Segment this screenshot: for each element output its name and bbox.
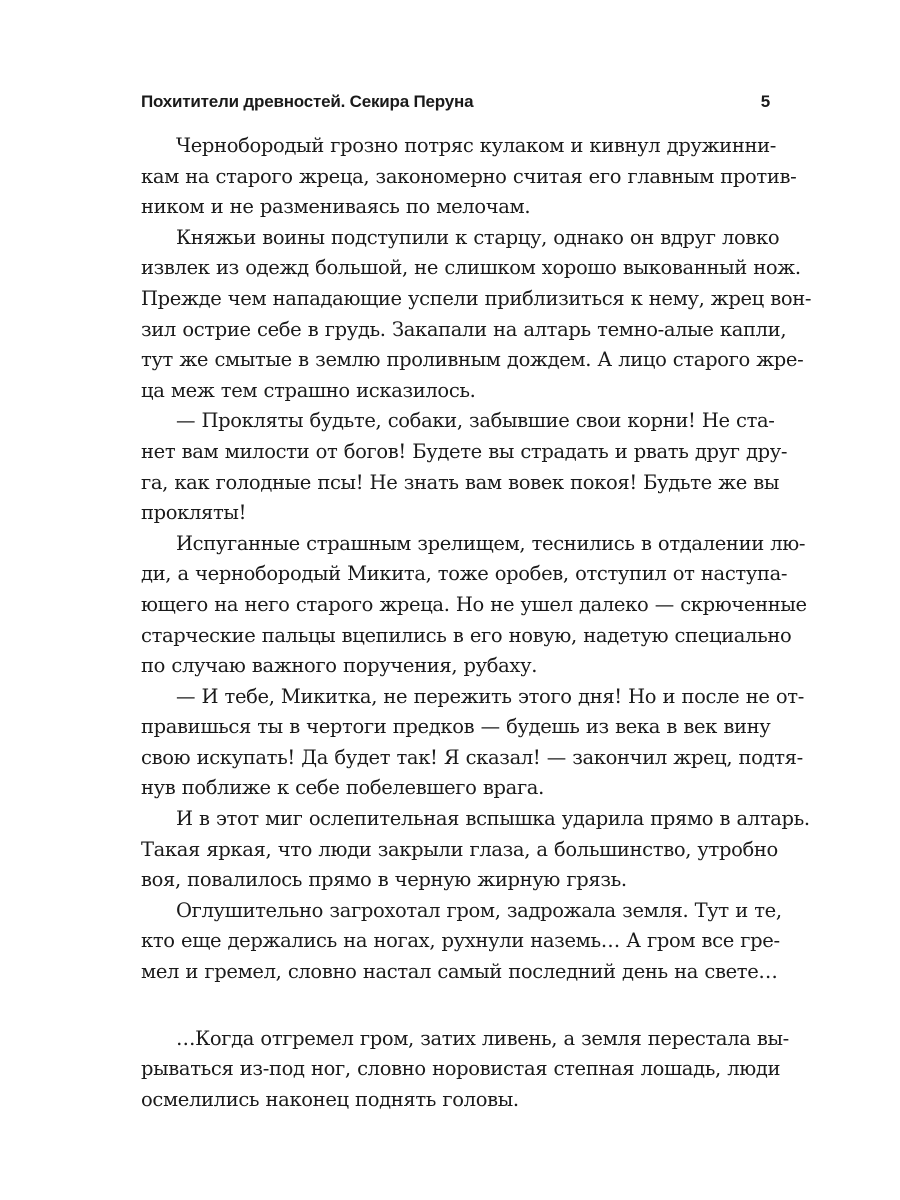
paragraph [141, 682, 804, 804]
running-head [141, 92, 770, 118]
text-line: И в этот миг ослепительная вспышка ударила прямо в алтарь. [176, 807, 810, 831]
text-line: по случаю важного поручения, рубаху. [141, 654, 538, 678]
paragraph [141, 406, 788, 528]
page-number: 5 [760, 92, 770, 111]
text-line: свою искупать! Да будет так! Я сказал! — закончил жрец, подтя- [141, 745, 803, 769]
section-break [141, 988, 770, 1024]
text-line: воя, повалилось прямо в черную жирную грязь. [141, 868, 627, 892]
text-line: нув поближе к себе побелевшего врага. [141, 776, 544, 800]
text-line: ющего на него старого жреца. Но не ушел далеко — скрюченные [141, 592, 807, 616]
text-line: прокляты! [141, 501, 247, 525]
text-line: ником и не размениваясь по мелочам. [141, 195, 531, 219]
text-line: зил острие себе в грудь. Закапали на алтарь темно-алые капли, [141, 317, 787, 341]
paragraph [141, 804, 810, 896]
text-line: рываться из-под ног, словно норовистая степная лошадь, люди [141, 1057, 781, 1081]
paragraph [141, 1024, 789, 1116]
text-line: Такая яркая, что люди закрыли глаза, а большинство, утробно [141, 837, 778, 861]
text-line: ца меж тем страшно исказилось. [141, 378, 476, 402]
text-line: Княжьи воины подступили к старцу, однако он вдруг ловко [176, 225, 780, 249]
text-line: правишься ты в чертоги предков — будешь из века в век вину [141, 715, 771, 739]
text-line: кто еще держались на ногах, рухнули наземь… А гром все гре- [141, 929, 780, 953]
paragraph [141, 529, 807, 682]
text-line: — Прокляты будьте, собаки, забывшие свои корни! Не ста- [176, 409, 775, 433]
text-line: кам на старого жреца, закономерно считая его главным против- [141, 164, 797, 188]
paragraph [141, 223, 812, 407]
body-text [141, 131, 812, 1115]
text-line: ди, а чернобородый Микита, тоже оробев, отступил от наступа- [141, 562, 788, 586]
text-line: нет вам милости от богов! Будете вы страдать и рвать друг дру- [141, 439, 788, 463]
text-line: Оглушительно загрохотал гром, задрожала земля. Тут и те, [176, 898, 782, 922]
paragraph [141, 131, 797, 223]
text-line: извлек из одежд большой, не слишком хорошо выкованный нож. [141, 256, 801, 280]
text-line: га, как голодные псы! Не знать вам вовек покоя! Будьте же вы [141, 470, 780, 494]
text-line: Прежде чем нападающие успели приблизиться к нему, жрец вон- [141, 286, 812, 310]
text-line: …Когда отгремел гром, затих ливень, а земля перестала вы- [176, 1026, 789, 1050]
text-line: мел и гремел, словно настал самый последний день на свете… [141, 960, 778, 984]
paragraph [141, 896, 782, 988]
text-line: — И тебе, Микитка, не пережить этого дня! Но и после не от- [176, 684, 804, 708]
text-line: Чернобородый грозно потряс кулаком и кивнул дружинни- [176, 134, 777, 157]
book-title: Похитители древностей. Секира Перуна [141, 92, 474, 111]
text-line: Испуганные страшным зрелищем, теснились в отдалении лю- [176, 531, 806, 555]
text-line: старческие пальцы вцепились в его новую, надетую специально [141, 623, 792, 647]
text-line: тут же смытые в землю проливным дождем. А лицо старого жре- [141, 348, 804, 372]
text-line: осмелились наконец поднять головы. [141, 1087, 519, 1111]
